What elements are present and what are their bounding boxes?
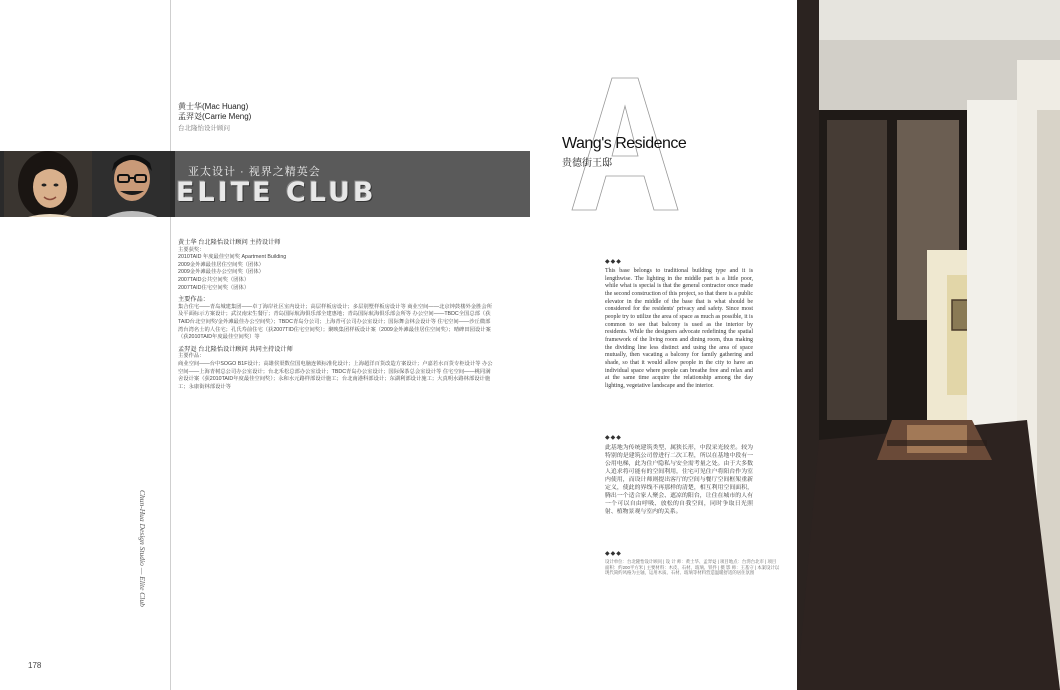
project-title-en: Wang's Residence [562,135,687,152]
english-description [605,258,753,391]
separator-2: ◆◆◆ [605,435,622,441]
designer-name-1: 黄士华(Mac Huang) [178,102,249,111]
gutter-line [170,0,171,690]
english-text: This base belongs to traditional building type and it is lengthwise. The lighting in the middle part is a little poor, while what is special is that the general contractor once made the second construction of this project, so that there is a public elevator in the middle of the base that is what should be considered for the residents' privacy and safety. Since most people try to utilize the area of space as much as possible, it is common to see that balcony is used as the interior by residents. While the designers advocate redefining the spatial framework of the living room and dining room, thus making the dividing line less distinct and using the area of space mutually, then vacating a balcony for family gathering and shade, so that it would allow people in the city to have an individual space where people can breathe free and relax and at the same time acquire the relationship among the day lighting, vegetative landscape and the interior. [605,268,753,389]
portrait-woman [4,151,96,217]
bio-award-2: 2009金外滩最佳居住空间奖（团体） [178,261,264,268]
banner-title: ELITE CLUB [176,177,377,208]
bio-heading-meng: 孟羿彣 台北隆怡设计顾问 共同主持设计师 [178,345,293,353]
separator-3: ◆◆◆ [605,551,622,557]
corridor-photo [797,0,1060,690]
bio-works-label-huang: 主要作品： [178,296,209,304]
portrait-man [92,151,170,217]
bio-works-meng: 商业空间——台中SOGO B1F设计；高雄侯渠数位国电脑连锁标准化设计；上海超洋百货改造方案设计；卢嘉若水百货专柜设计等 办公空间——上海青树总公司办公室设计；台北禾松总部办公室设计；TBDC青岛办公室设计；国际保茶总会室设计等 住宅空间——桃同满舍设计案（获2010TAID年度最佳空间奖）；永和水元路样部设计施工；台北南港科部设计；东湖利部设计施工；大真明水路林部设计施工；永康街林部设计等 [178,360,493,390]
bio-awards-label: 主要获奖： [178,246,205,253]
bio-award-5: 2007TAID住宅空间奖（团体） [178,284,250,291]
project-credits [605,550,780,576]
chinese-text: 此基地为传统建筑类型，属狭长形，中段采光较差。较为特别的是建筑公司曾进行二次工程，所以在基地中段有一公用电梯，此为住户隐私与安全需考量之处。由于大多数人追求将可能有的空间利用，住宅可见住户将阳台作为室内使用，而设计师则提出客厅的空间与餐厅空间框架重新定义，使此的界线不再那样的清楚，相互利用空间面积，腾出一个适合家人聚会、遮凉的阳台，让住在城市的人有一个可以自由呼吸、放松的自我空间，同时争取日光照射、植物景观与室内的关系。 [605,445,753,515]
designer-name-2: 孟羿彣(Carrie Meng) [178,112,252,121]
bio-award-3: 2009金外滩最佳办公空间奖（团体） [178,269,264,276]
designer-bio [178,239,493,391]
bio-works-huang: 集合住宅——青岛城建集团——卓丁海岸社区室内设计；高层样板房设计；多层别墅样板房设计等 商业空间——北京钟鼓楼外金胜会所及平面标示方案设计；武汉南宋生餐厅；青岛国际航海俱乐部全建惠地；青岛国际航海俱乐部会所等 办公空间——TBDC全国总部（获TAID台北空间奖/金外滩最佳办公空间奖）；TBDC青岛分公司；上海青可公司办公室设计；国际舞会林会设计等 住宅空间——沙丘微部湾台湾名士的人住宅；孔氏寿前住宅（获2007TID住宅空间奖）；聚映集团样板设计案（2009金外滩最佳居住空间奖）；晴碑田园设计案（获2010TAID年度最佳空间奖）等 [178,303,492,341]
separator-1: ◆◆◆ [605,259,622,265]
chinese-description [605,434,753,516]
project-title-cn: 贵德街王邸 [562,158,612,169]
bio-award-1: 2010TAID 年度最佳空间奖 Apartment Building [178,254,287,261]
designer-names [178,102,251,134]
page-number: 178 [28,661,42,670]
credits-text: 设计单位：台北隆怡设计顾问 | 设 计 师：黄士华、孟羿彣 | 项目地点：台湾台北市 | 项目面积：约200平方米 | 主要材料：木皮、石材、玻璃、铁件 | 摄 影 师：王基守 | 本案设计以现代简约风格为主轴，运用木质、石材、玻璃等材料营造温暖舒适的居住氛围 [605,559,780,576]
banner-subtitle: 亚太设计 · 视界之精英会 [188,166,321,178]
vertical-caption: Chun-Hua Design Studio — Elite Club [138,490,147,607]
bio-award-4: 2007TAID公共空间奖（团体） [178,276,250,283]
bio-heading-huang: 黄士华 台北隆怡设计顾问 主持设计师 [178,239,281,246]
bio-works-label-meng: 主要作品： [178,353,205,360]
designer-firm: 台北隆怡设计顾问 [178,125,230,132]
elite-club-banner [0,151,530,217]
designer-portraits [0,151,175,217]
